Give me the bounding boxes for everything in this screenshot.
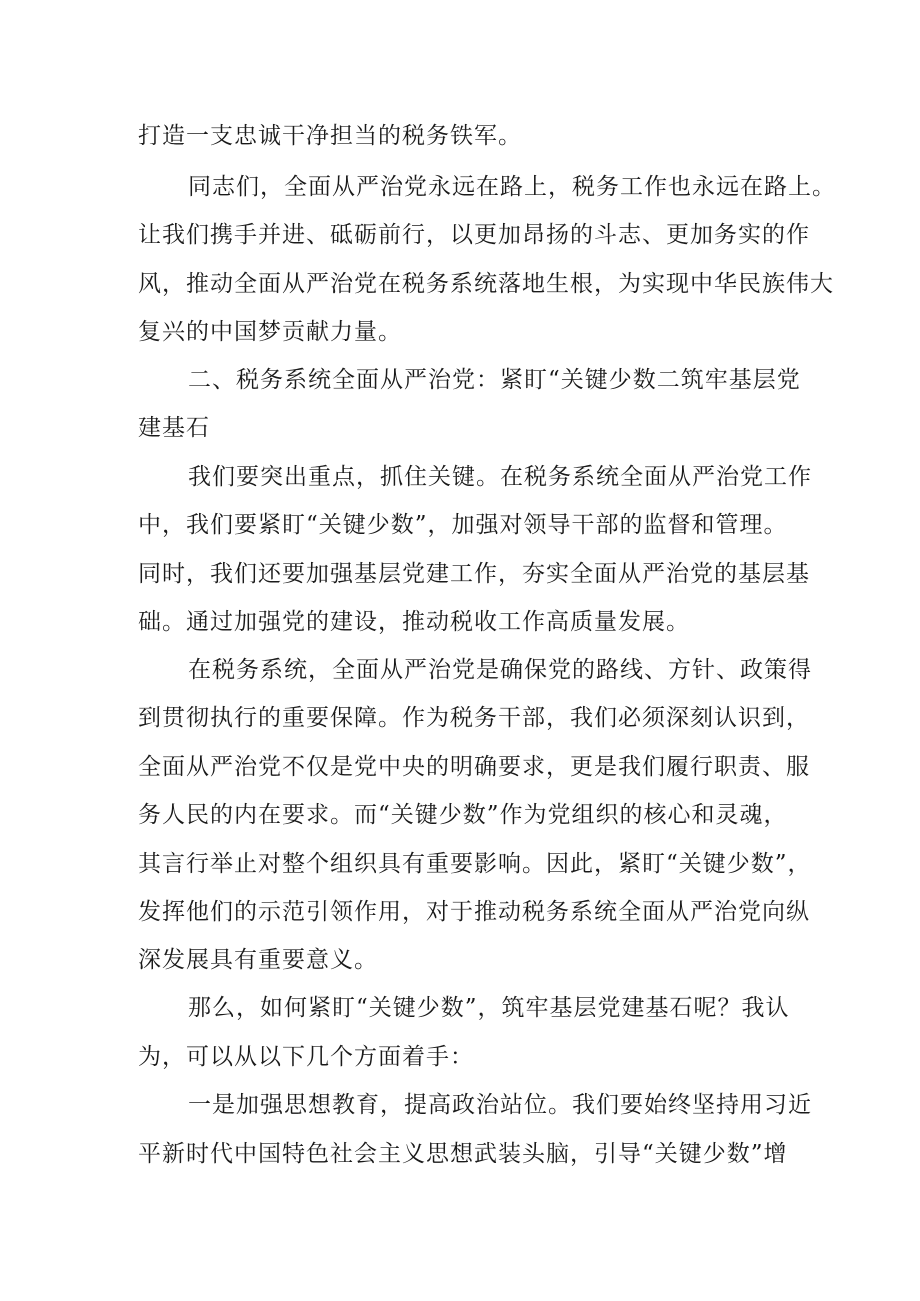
text-line: 复兴的中国梦贡献力量。 (138, 319, 402, 345)
text-line: 务人民的内在要求。而“关键少数”作为党组织的核心和灵魂， (138, 802, 788, 828)
text-line: 在税务系统，全面从严治党是确保党的路线、方针、政策得 (188, 657, 812, 683)
text-line: 一是加强思想教育，提高政治站位。我们要始终坚持用习近 (188, 1092, 812, 1118)
section-heading: 二、税务系统全面从严治党：紧盯“关键少数二筑牢基层党 (188, 367, 801, 393)
text-line: 那么，如何紧盯“关键少数”，筑牢基层党建基石呢？我认 (188, 995, 790, 1021)
text-line: 为，可以从以下几个方面着手： (138, 1044, 474, 1070)
text-line: 同时，我们还要加强基层党建工作，夯实全面从严治党的基层基 (138, 561, 810, 587)
text-line: 我们要突出重点，抓住关键。在税务系统全面从严治党工作 (188, 464, 812, 490)
text-line: 发挥他们的示范引领作用，对于推动税务系统全面从严治党向纵 (138, 899, 810, 925)
section-heading: 建基石 (138, 415, 210, 441)
text-line: 其言行举止对整个组织具有重要影响。因此，紧盯“关键少数”， (138, 851, 812, 877)
text-line: 深发展具有重要意义。 (138, 947, 378, 973)
text-line: 中，我们要紧盯“关键少数”，加强对领导干部的监督和管理。 (138, 512, 788, 538)
text-line: 平新时代中国特色社会主义思想武装头脑，引导“关键少数”增 (138, 1141, 788, 1167)
text-line: 让我们携手并进、砥砺前行，以更加昂扬的斗志、更加务实的作 (138, 222, 810, 248)
text-line: 础。通过加强党的建设，推动税收工作高质量发展。 (138, 609, 690, 635)
text-line: 打造一支忠诚干净担当的税务铁军。 (138, 123, 522, 149)
text-line: 到贯彻执行的重要保障。作为税务干部，我们必须深刻认识到， (138, 705, 810, 731)
text-line: 同志们，全面从严治党永远在路上，税务工作也永远在路上。 (188, 174, 836, 200)
text-line: 全面从严治党不仅是党中央的明确要求，更是我们履行职责、服 (138, 754, 810, 780)
text-line: 风，推动全面从严治党在税务系统落地生根，为实现中华民族伟大 (138, 271, 834, 297)
